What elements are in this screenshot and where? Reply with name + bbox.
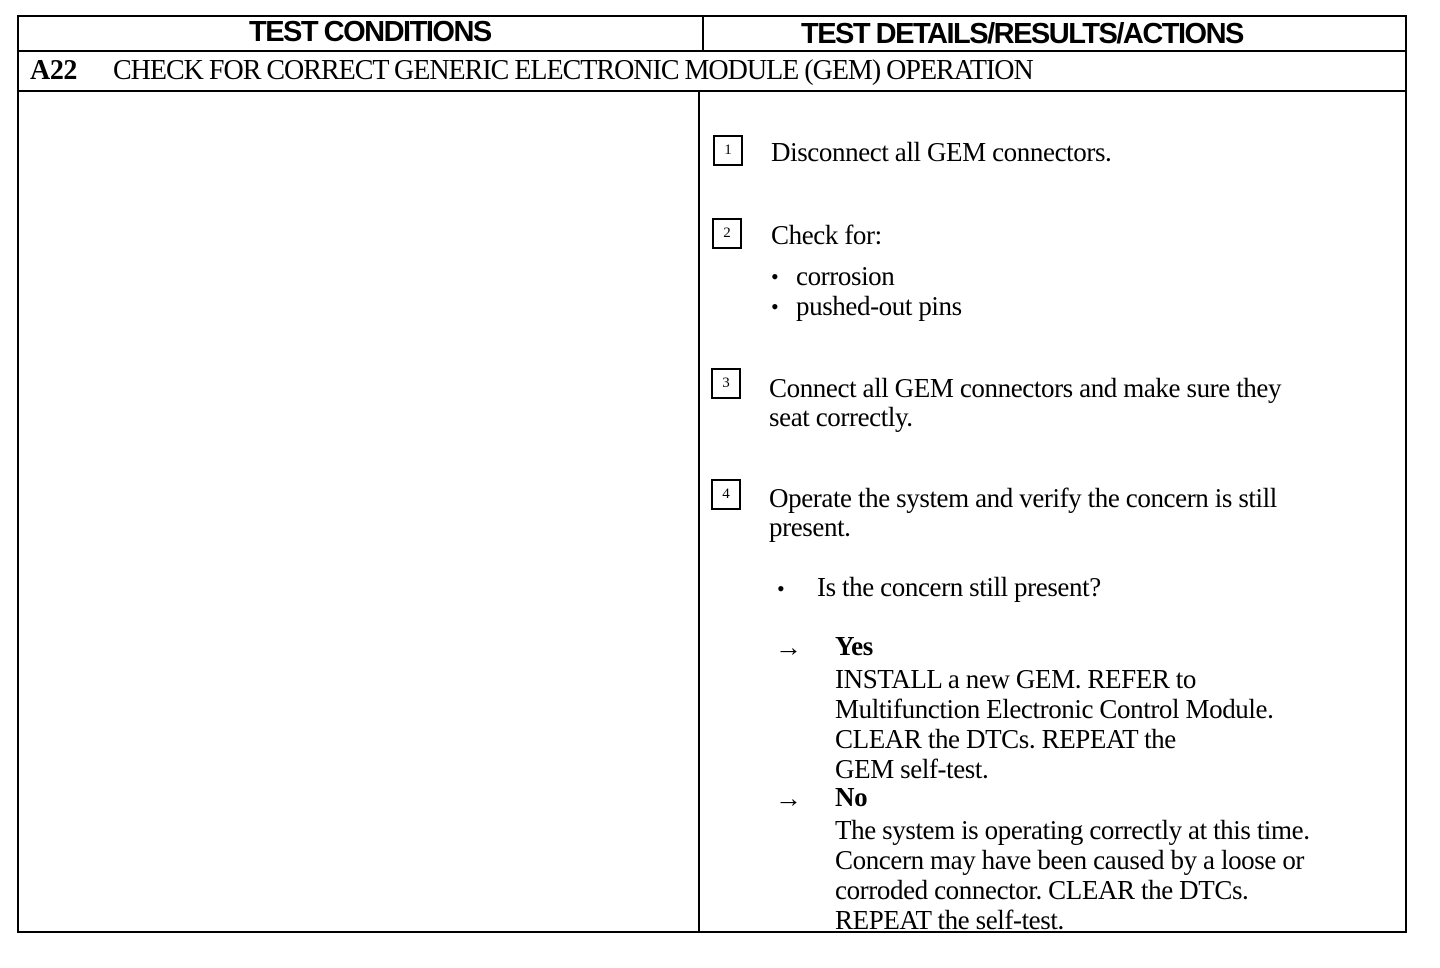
test-id: A22 [30,55,78,86]
answer-yes-label: Yes [835,631,873,661]
step-text: Check for: [771,220,882,250]
test-table [17,15,1407,933]
arrow-icon: → [775,783,802,813]
action-line: CLEAR the DTCs. REPEAT the [835,724,1176,754]
step-text [769,484,1277,542]
action-line: corroded connector. CLEAR the DTCs. [835,875,1249,905]
check-item: corrosion [796,261,895,291]
header-row-divider [17,50,1407,52]
action-line: The system is operating correctly at this time. [835,815,1310,845]
test-title: CHECK FOR CORRECT GENERIC ELECTRONIC MODULE (GEM) OPERATION [113,55,1033,86]
title-row-divider [17,90,1407,92]
step-text-line: Connect all GEM connectors and make sure they [769,373,1282,403]
step-text-line: seat correctly. [769,402,913,432]
answer-no-label: No [835,782,868,812]
step-text-line: present. [769,512,851,542]
bullet-icon: • [771,264,779,289]
header-test-details: TEST DETAILS/RESULTS/ACTIONS [801,18,1243,50]
step-text-line: Operate the system and verify the concern is still [769,483,1277,513]
step-number-box: 2 [712,218,742,249]
action-line: INSTALL a new GEM. REFER to [835,664,1197,694]
column-divider-header [702,15,704,52]
answer-no-action [835,815,1310,935]
step-text: Disconnect all GEM connectors. [771,137,1112,167]
check-item: pushed-out pins [796,291,962,321]
action-line: GEM self-test. [835,754,989,784]
bullet-icon: • [777,576,785,601]
bullet-icon: • [771,294,779,319]
arrow-icon: → [775,632,802,662]
step-text [769,374,1281,432]
answer-yes-action [835,664,1273,784]
header-test-conditions: TEST CONDITIONS [249,16,491,48]
step-number-box: 1 [713,135,743,166]
question-text: Is the concern still present? [817,572,1101,602]
action-line: Concern may have been caused by a loose or [835,845,1305,875]
action-line: Multifunction Electronic Control Module. [835,694,1274,724]
step-number-box: 4 [711,479,741,510]
step-number-box: 3 [711,368,741,399]
column-divider-body [698,90,700,933]
action-line: REPEAT the self-test. [835,905,1064,935]
